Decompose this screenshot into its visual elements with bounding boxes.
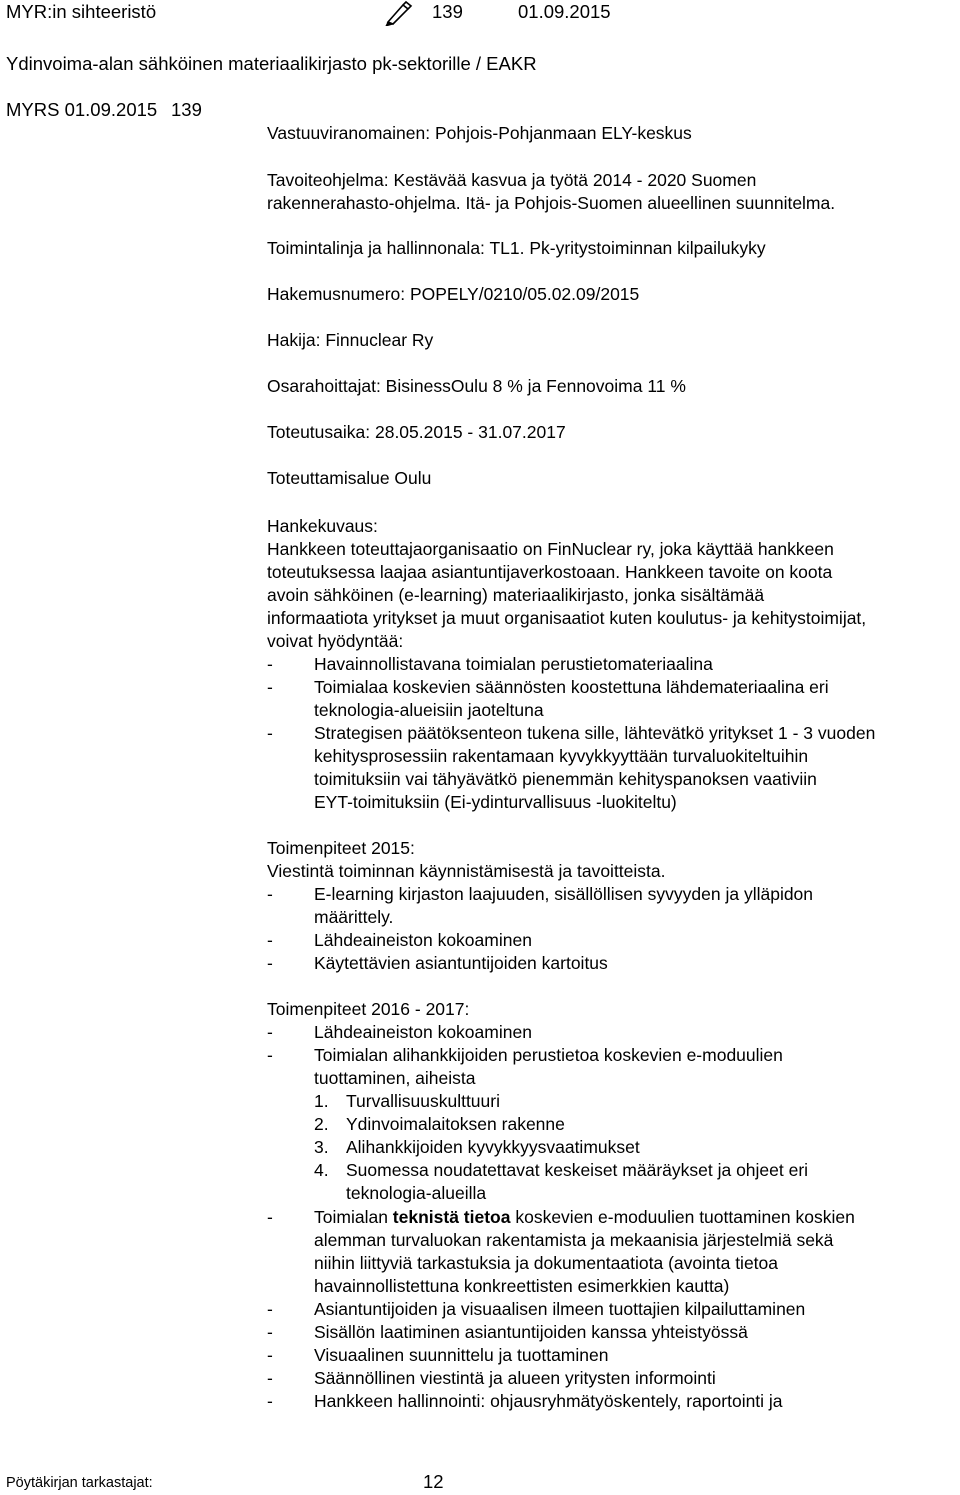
bullet-dash: - [267,1299,273,1319]
bullet-dash: - [267,1207,273,1227]
description-line: Hankkeen toteuttajaorganisaatio on FinNuclear ry, joka käyttää hankkeen [267,539,834,559]
numbered-marker: 1. [314,1091,329,1111]
page-number: 12 [423,1471,444,1492]
description-heading: Hankekuvaus: [267,516,378,536]
cofunders: Osarahoittajat: BisinessOulu 8 % ja Fennovoima 11 % [267,376,686,396]
description-line: toteutuksessa laajaa asiantuntijaverkostoaan. Hankkeen tavoite on koota [267,562,833,582]
list-item: Sisällön laatiminen asiantuntijoiden kanssa yhteistyössä [314,1322,748,1342]
list-item [314,1206,855,1229]
program-line-1: Tavoiteohjelma: Kestävää kasvua ja työtä 2014 - 2020 Suomen [267,170,757,190]
list-item-cont: EYT-toimituksiin (Ei-ydinturvallisuus -luokiteltu) [314,792,677,812]
numbered-marker: 2. [314,1114,329,1134]
bullet-dash: - [267,930,273,950]
section-number: 139 [171,99,202,120]
list-item: Lähdeaineiston kokoaminen [314,930,532,950]
program-line-2: rakennerahasto-ohjelma. Itä- ja Pohjois-Suomen alueellinen suunnitelma. [267,193,836,213]
bullet-dash: - [267,654,273,674]
bullet-dash: - [267,1391,273,1411]
list-item: Käytettävien asiantuntijoiden kartoitus [314,953,608,973]
description-line: informaatiota yritykset ja muut organisaatiot kuten koulutus- ja kehitystoimijat, [267,608,867,628]
implementation-area: Toteuttamisalue Oulu [267,468,432,488]
bullet-dash: - [267,1345,273,1365]
bullet-dash: - [267,1322,273,1342]
list-item: E-learning kirjaston laajuuden, sisällöllisen syvyyden ja ylläpidon [314,884,814,904]
footer-reviewers: Pöytäkirjan tarkastajat: [6,1475,153,1491]
numbered-item: Alihankkijoiden kyvykkyysvaatimukset [346,1137,640,1157]
list-item-cont: määrittely. [314,907,394,927]
numbered-marker: 3. [314,1137,329,1157]
application-number: Hakemusnumero: POPELY/0210/05.02.09/2015 [267,284,640,304]
emphasis-text: teknistä tietoa [392,1207,511,1227]
responsible-authority: Vastuuviranomainen: Pohjois-Pohjanmaan ELY-keskus [267,123,692,143]
action-line: Toimintalinja ja hallinnonala: TL1. Pk-yritystoiminnan kilpailukyky [267,238,766,258]
list-item-cont: kehitysprosessiin rakentamaan kyvykkyyttään turvaluokiteltuihin [314,746,809,766]
list-item: Havainnollistavana toimialan perustietomateriaalina [314,654,713,674]
measures-2015-heading: Toimenpiteet 2015: [267,838,415,858]
list-item-text: Toimialan [314,1207,393,1227]
description-line: avoin sähköinen (e-learning) materiaalikirjasto, jonka sisältämää [267,585,765,605]
list-item-cont: teknologia-alueisiin jaoteltuna [314,700,544,720]
implementation-period: Toteutusaika: 28.05.2015 - 31.07.2017 [267,422,566,442]
numbered-marker: 4. [314,1160,329,1180]
section-ref: MYRS 01.09.2015 [6,99,158,120]
bullet-dash: - [267,723,273,743]
list-item: Säännöllinen viestintä ja alueen yritysten informointi [314,1368,716,1388]
numbered-item: Turvallisuuskulttuuri [346,1091,500,1111]
description-line: voivat hyödyntää: [267,631,404,651]
numbered-item-cont: teknologia-alueilla [346,1183,487,1203]
document-subtitle: Ydinvoima-alan sähköinen materiaalikirjasto pk-sektorille / EAKR [6,53,537,74]
list-item-cont: tuottaminen, aiheista [314,1068,476,1088]
pen-icon [383,0,423,24]
header-title: MYR:in sihteeristö [6,1,157,22]
list-item-cont: havainnollistettuna konkreettisten esimerkkien kautta) [314,1276,730,1296]
header-number: 139 [432,1,463,22]
bullet-dash: - [267,1045,273,1065]
list-item: Visuaalinen suunnittelu ja tuottaminen [314,1345,609,1365]
list-item: Toimialaa koskevien säännösten koostettuna lähdemateriaalina eri [314,677,829,697]
list-item: Strategisen päätöksenteon tukena sille, lähtevätkö yritykset 1 - 3 vuoden [314,723,876,743]
list-item-cont: toimituksiin vai tähyävätkö pienemmän kehityspanoksen vaativiin [314,769,817,789]
numbered-item: Ydinvoimalaitoksen rakenne [346,1114,565,1134]
measures-2016-heading: Toimenpiteet 2016 - 2017: [267,999,470,1019]
bullet-dash: - [267,884,273,904]
bullet-dash: - [267,677,273,697]
list-item-cont: niihin liittyviä tarkastuksia ja dokumentaatiota (avointa tietoa [314,1253,778,1273]
bullet-dash: - [267,953,273,973]
bullet-dash: - [267,1368,273,1388]
header-date: 01.09.2015 [518,1,611,22]
list-item: Asiantuntijoiden ja visuaalisen ilmeen tuottajien kilpailuttaminen [314,1299,806,1319]
list-item: Lähdeaineiston kokoaminen [314,1022,532,1042]
list-item-cont: alemman turvaluokan rakentamista ja mekaanisia järjestelmiä sekä [314,1230,834,1250]
applicant: Hakija: Finnuclear Ry [267,330,434,350]
list-item-text: koskevien e-moduulien tuottaminen koskien [510,1207,855,1227]
measures-2015-intro: Viestintä toiminnan käynnistämisestä ja tavoitteista. [267,861,666,881]
list-item: Hankkeen hallinnointi: ohjausryhmätyöskentely, raportointi ja [314,1391,783,1411]
bullet-dash: - [267,1022,273,1042]
list-item: Toimialan alihankkijoiden perustietoa koskevien e-moduulien [314,1045,783,1065]
numbered-item: Suomessa noudatettavat keskeiset määräykset ja ohjeet eri [346,1160,809,1180]
